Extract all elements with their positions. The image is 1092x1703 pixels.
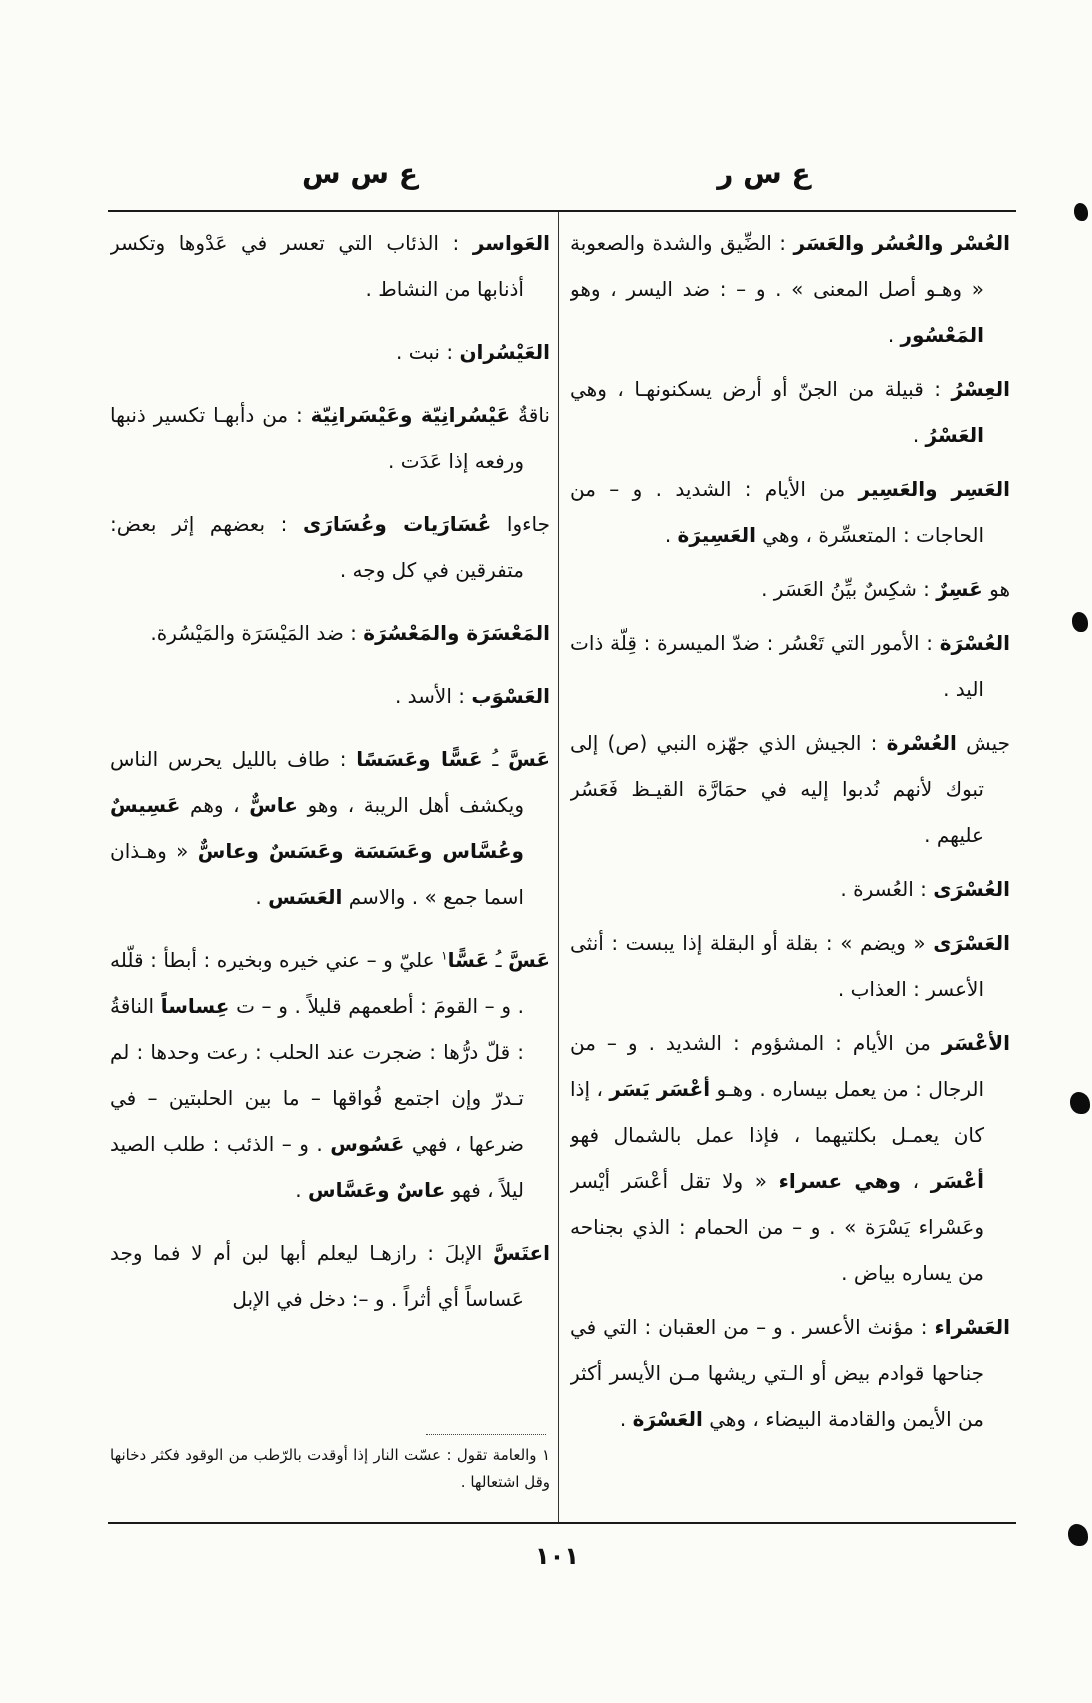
definition-text: « وهـذان اسما جمع » . والاسم <box>110 839 524 909</box>
definition-text: عليّ و – عني خيره وبخيره : أبطأ : قلّله . و – القومَ : أطعمهم قليلاً . و – ت <box>110 948 524 1018</box>
dictionary-entry <box>570 466 1010 558</box>
headword: عَسُوس <box>330 1132 405 1156</box>
dictionary-entry <box>570 366 1010 458</box>
left-column <box>110 220 550 1425</box>
column-divider <box>558 212 559 1522</box>
headword: عاسٌ وعَسَّاس <box>308 1178 446 1202</box>
definition-text: ، <box>900 1169 931 1193</box>
definition-text: من الأيام : المشؤوم : الشديد . و – من الرجال : من يعمل بيساره . وهـو <box>570 1031 985 1101</box>
definition-text: ناقةٌ <box>510 403 550 427</box>
headword: العَسْرَى <box>933 931 1010 955</box>
definition-text: « ولا تقل أعْسَر أيْسر وعَسْراء يَسْرَة » . و – من الحمام : الذي بجناحه من يساره بياض . <box>570 1169 984 1285</box>
definition-text: : الأسد . <box>394 684 472 708</box>
definition-text: ـُ <box>489 948 509 972</box>
definition-text: : من دأبهـا تكسير ذنبها ورفعه إذا عَدَت . <box>110 403 524 473</box>
definition-text: : نبت . <box>396 340 460 364</box>
page-number: ١٠١ <box>535 1542 579 1570</box>
headword: العُسْر والعُسُر والعَسَر <box>793 231 1010 255</box>
definition-text: « ويضم » : بقلة أو البقلة إذا يبست : أنثى الأعسر : العذاب . <box>570 931 984 1001</box>
headword: المَعْسُور <box>900 323 984 347</box>
dictionary-entry <box>110 610 550 656</box>
footnote-text: والعامة تقول : عسّت النار إذا أوقدت بالرّطب من الوقود فكثر دخانها وقل اشتعالها . <box>110 1446 550 1491</box>
dictionary-entry <box>570 1020 1010 1296</box>
left-column-root-header: ع س س <box>302 157 418 190</box>
headword: عَيْسُرانِيّة وعَيْسَرانِيّة <box>310 403 511 427</box>
headword: أعْسَر <box>930 1169 984 1193</box>
dictionary-entry <box>570 720 1010 858</box>
definition-text: : الأمور التي تَعْسُر : ضدّ الميسرة : قِلّة ذات اليد . <box>570 631 984 701</box>
definition-text: . و – الذئب : طلب الصيد ليلاً ، فهو <box>110 1132 524 1202</box>
headword: عَسَّ <box>508 948 550 972</box>
footnote-reference: ١ <box>441 948 448 963</box>
headword: عاسٌّ <box>249 793 298 817</box>
dictionary-entry <box>570 920 1010 1012</box>
binding-hole-mark <box>1072 612 1088 632</box>
headword: العَسِيرَة <box>677 523 756 547</box>
headword: عَسِرٌ <box>936 577 983 601</box>
headword: العَواسر <box>472 231 550 255</box>
definition-text: ، وهم <box>180 793 250 817</box>
dictionary-entry <box>110 736 550 920</box>
definition-text: : العُسرة . <box>840 877 934 901</box>
headword: عُسَارَيات وعُسَارَى <box>303 512 492 536</box>
definition-text: : الذئاب التي تعسر في عَدْوها وتكسر أذنابها من النشاط . <box>110 231 524 301</box>
definition-text: : بعضهم إثر بعض: متفرقين في كل وجه . <box>110 512 524 582</box>
headword: أعْسَر يَسَر <box>609 1077 711 1101</box>
headword: العُسْرَة <box>939 631 1010 655</box>
binding-hole-mark <box>1074 203 1088 221</box>
definition-text: هو <box>982 577 1010 601</box>
definition-text: من الأيام : الشديد . و – من الحاجات : المتعسِّرة ، وهي <box>570 477 984 547</box>
footnote-marker: ١ <box>541 1446 550 1464</box>
headword: وهي عسراء <box>778 1169 901 1193</box>
dictionary-entry <box>110 329 550 375</box>
right-column <box>570 220 1010 1518</box>
definition-text: الناقةُ : قلّ درُّها : ضجرت عند الحلب : رعت وحدها : لم تـدرّ وإن اجتمع فُواقها – ما بين الحلبتين – في ضرعها ، فهي <box>110 994 524 1156</box>
definition-text: . <box>912 423 926 447</box>
dictionary-entry <box>570 866 1010 912</box>
headword: العَسْوَب <box>471 684 550 708</box>
headword: العِسْرُ <box>951 377 1010 401</box>
definition-text: . <box>887 323 901 347</box>
definition-text: : الجيش الذي جهّزه النبي (ص) إلى تبوك لأنهم نُدبوا إليه في حمَارَّة القيـظ فَعَسُر عليهم . <box>570 731 984 847</box>
dictionary-entry <box>110 1230 550 1322</box>
right-column-root-header: ع س ر <box>717 157 811 190</box>
headword: العَسِر والعَسِير <box>858 477 1010 501</box>
definition-text: ، إذا كان يعمـل بكلتيهما ، فإذا عمل بالشمال فهو <box>570 1077 984 1147</box>
definition-text: : ضد المَيْسَرَة والمَيْسُرة. <box>150 621 364 645</box>
headword: عِساساً <box>160 994 230 1018</box>
definition-text: جاءوا <box>491 512 550 536</box>
definition-text: : شكِسٌ بيِّنُ العَسَر . <box>761 577 937 601</box>
headword: العُسْرة <box>886 731 957 755</box>
dictionary-entry <box>110 937 550 1213</box>
headword: اعتَسَّ <box>493 1241 550 1265</box>
bottom-rule <box>108 1522 1016 1524</box>
headword: العَسْرُ <box>925 423 984 447</box>
headword: العَسْراء <box>934 1315 1010 1339</box>
definition-text: : الضِّيق والشدة والصعوبة « وهـو أصل المعنى » . و – : ضد اليسر ، وهو <box>570 231 984 301</box>
definition-text: : طاف بالليل يحرس الناس ويكشف أهل الريبة ، وهو <box>110 747 524 817</box>
footnote <box>110 1442 550 1506</box>
binding-hole-mark <box>1070 1092 1090 1114</box>
headword: العُسْرَى <box>933 877 1010 901</box>
dictionary-entry <box>570 620 1010 712</box>
headword: العَسْرَة <box>632 1407 703 1431</box>
definition-text: ـُ <box>482 747 509 771</box>
headword: عَسَّ <box>508 747 550 771</box>
dictionary-entry <box>110 673 550 719</box>
dictionary-entry <box>570 566 1010 612</box>
headword: المَعْسَرَة والمَعْسُرَة <box>363 621 550 645</box>
definition-text: . <box>255 885 269 909</box>
headword: الأعْسَر <box>941 1031 1010 1055</box>
definition-text: : مؤنث الأعسر . و – من العقبان : التي في جناحها قوادم بيض أو الـتي ريشها مـن الأيسر أكثر من الأيمن والقادمة البيضاء ، وهي <box>570 1315 984 1431</box>
definition-text: . <box>619 1407 633 1431</box>
headword: العَيْسُران <box>459 340 550 364</box>
headword: العَسَس <box>268 885 343 909</box>
definition-text: جيش <box>956 731 1010 755</box>
headword: عَسًّا وعَسَسًا <box>356 747 483 771</box>
dictionary-entry <box>570 220 1010 358</box>
definition-text: . <box>295 1178 308 1202</box>
dictionary-entry <box>110 220 550 312</box>
definition-text: . <box>664 523 678 547</box>
definition-text: : قبيلة من الجنّ أو أرض يسكنونهـا ، وهي <box>570 377 952 401</box>
dictionary-entry <box>110 501 550 593</box>
headword: عَسِيسٌ وعُسَّاس وعَسَسَة وعَسَسٌ وعاسٌّ <box>110 793 524 863</box>
definition-text: الإبلَ : رازهـا ليعلم أبها لبن أم لا فما وجد عَساساً أي أثراً . و –: دخل في الإبل <box>110 1241 524 1311</box>
dictionary-entry <box>110 392 550 484</box>
dictionary-entry <box>570 1304 1010 1442</box>
footnote-separator <box>426 1434 546 1435</box>
binding-hole-mark <box>1068 1524 1088 1546</box>
top-rule <box>108 210 1016 212</box>
headword: عَسًّا <box>447 948 490 972</box>
